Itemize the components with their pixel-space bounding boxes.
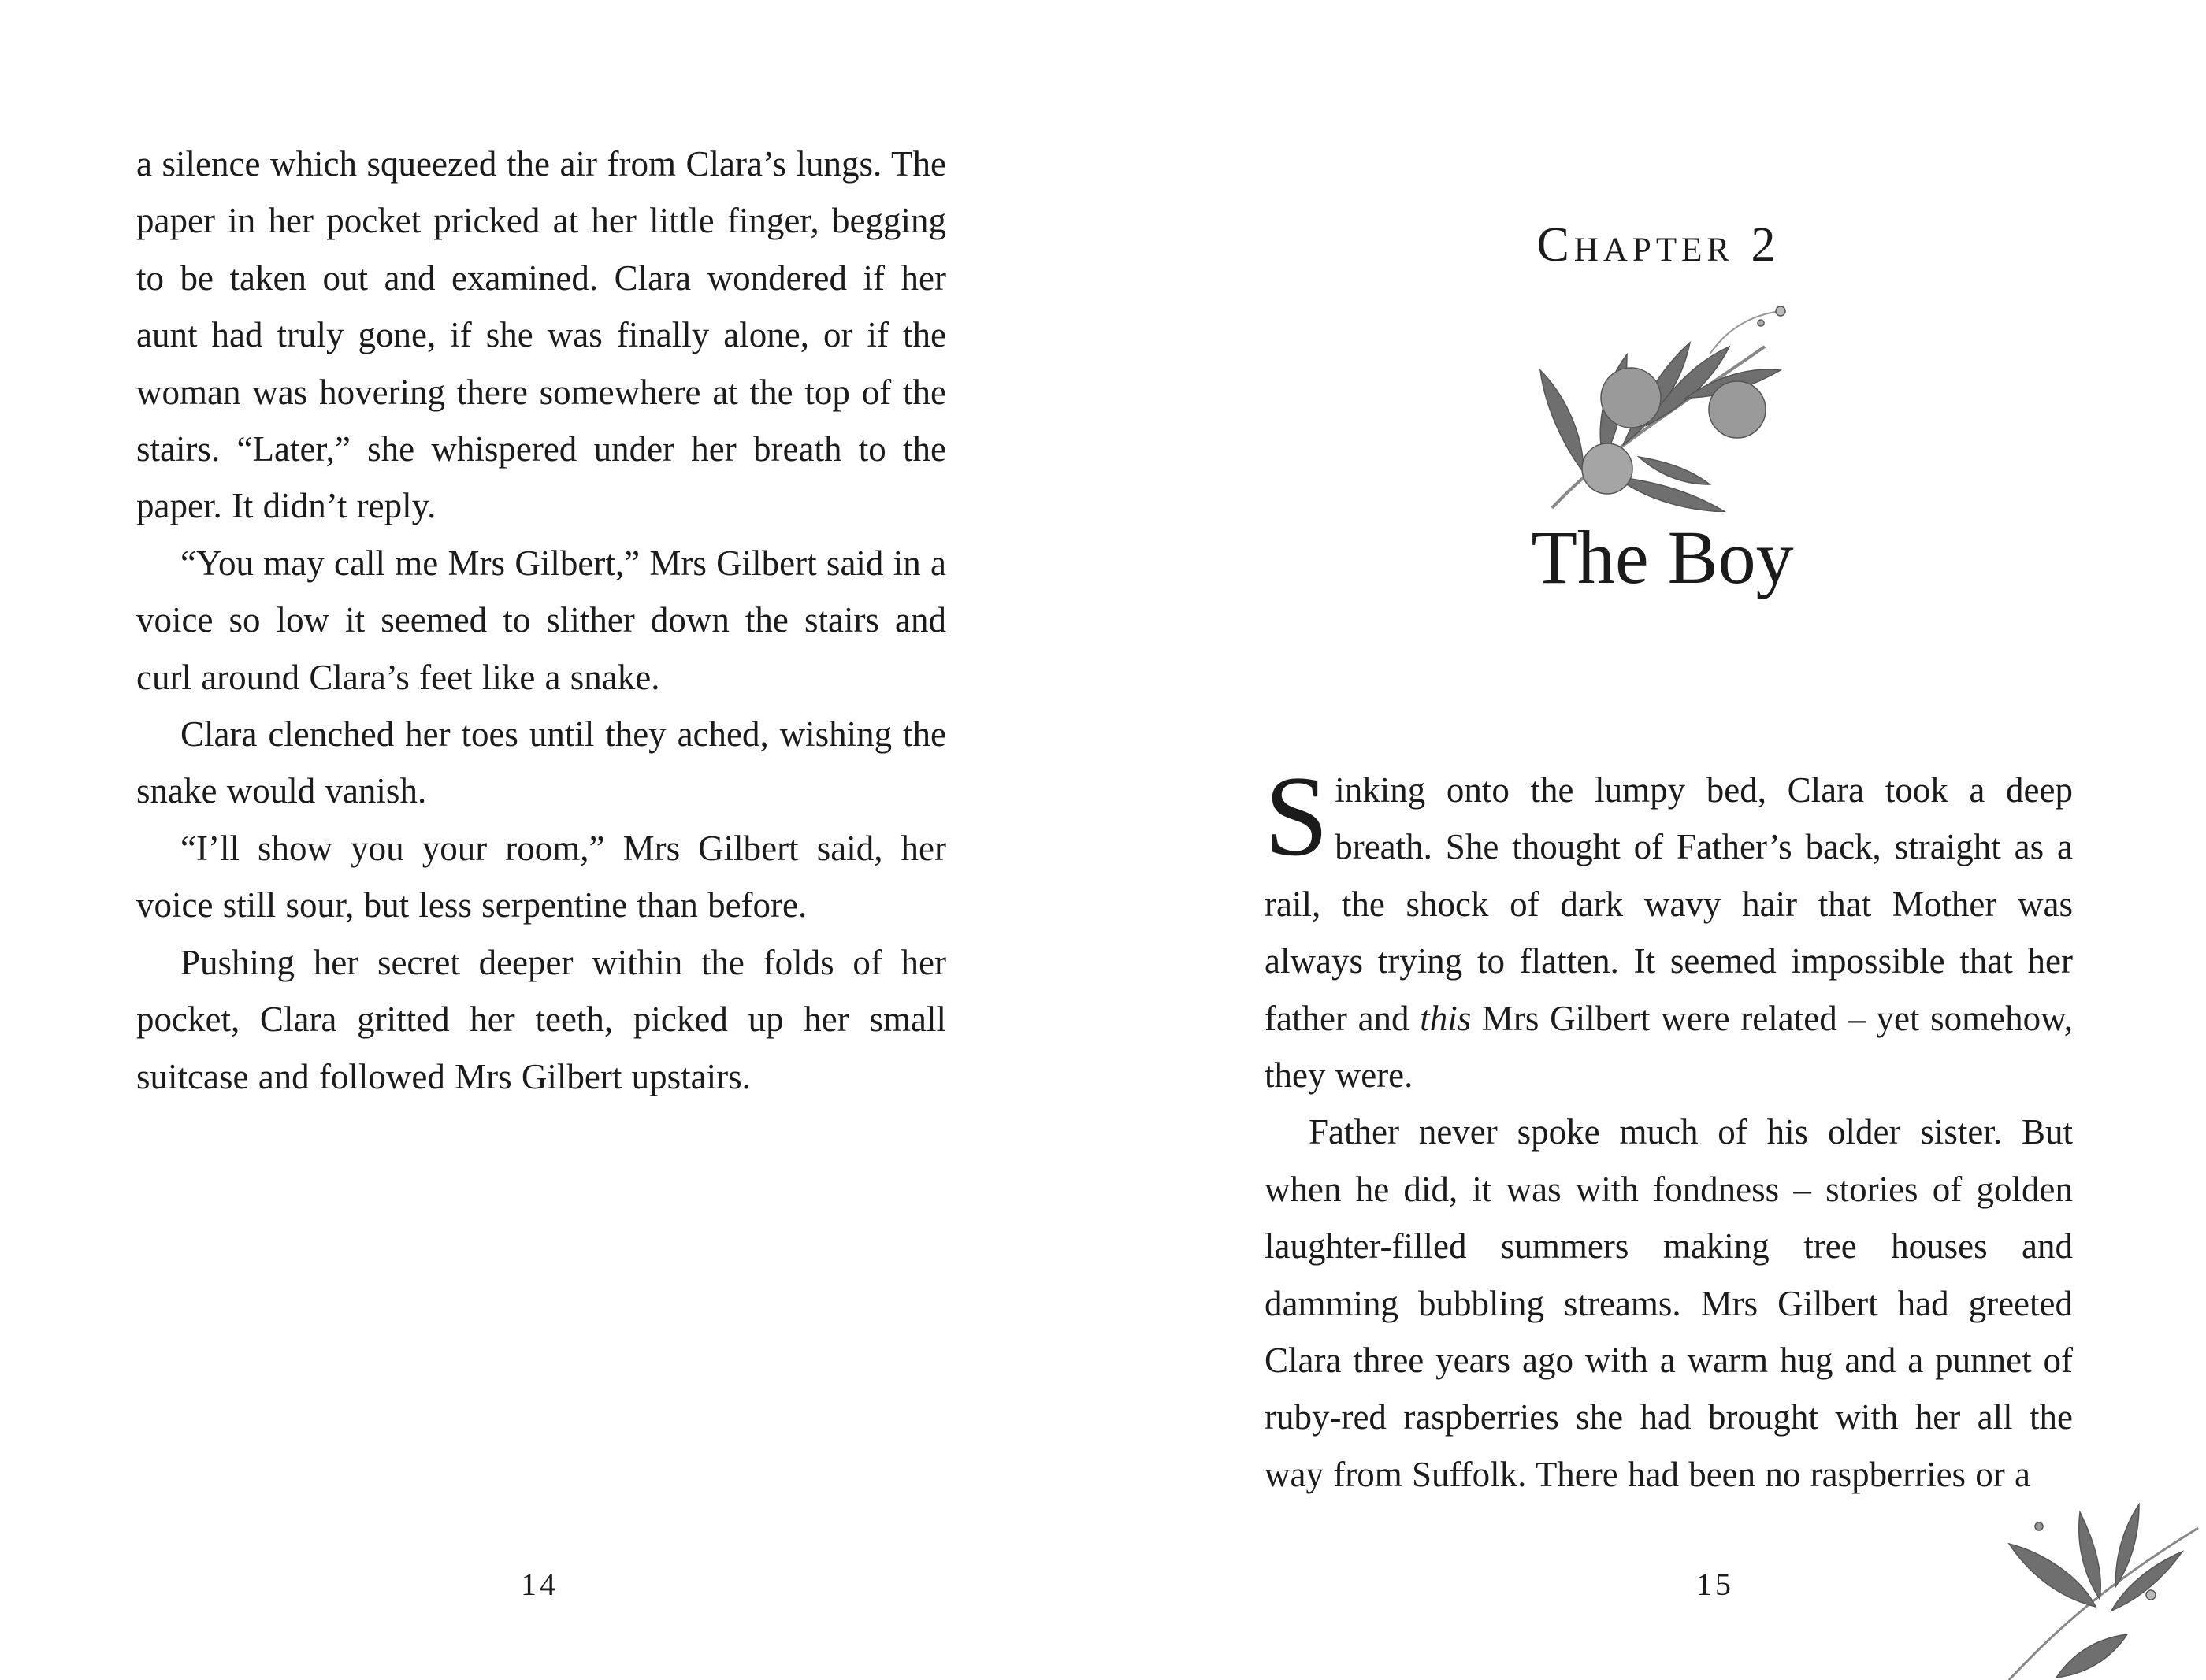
- paragraph: Father never spoke much of his older sister. But when he did, it was with fondness – stories of golden laughter-filled summers making tree houses and damming bubbling streams. Mrs Gilbert had greeted Clara three years ago with a warm hug and a punnet of ruby-red raspberries she had brought with her all the way from Suffolk. There had been no raspberries or a: [1265, 1112, 2073, 1494]
- right-page-body: [1265, 752, 2073, 1503]
- paragraph: “You may call me Mrs Gilbert,” Mrs Gilbert said in a voice so low it seemed to slither down the stairs and curl around Clara’s feet like a snake.: [136, 543, 946, 697]
- chapter-title: The Boy: [1531, 515, 1794, 599]
- paragraph: Pushing her secret deeper within the folds of her pocket, Clara gritted her teeth, picked up her small suitcase and followed Mrs Gilbert upstairs.: [136, 942, 946, 1096]
- paragraph: “I’ll show you your room,” Mrs Gilbert said, her voice still sour, but less serpentine than before.: [136, 828, 946, 925]
- paragraph-text: Mrs Gilbert were related – yet somehow, they were.: [1265, 998, 2073, 1096]
- paragraph-with-drop-cap: [1265, 752, 2073, 1103]
- leaf-sprig-icon: [1962, 1496, 2206, 1680]
- drop-cap: S: [1265, 752, 1329, 880]
- page-number: 15: [1696, 1567, 1734, 1602]
- page-number: 14: [521, 1567, 559, 1602]
- right-page: [1103, 0, 2206, 1680]
- emphasis-text: this: [1420, 998, 1472, 1038]
- paragraph: a silence which squeezed the air from Clara’s lungs. The paper in her pocket pricked at her little finger, begging to be taken out and examined. Clara wondered if her aunt had truly gone, if she was finally alone, or if the woman was hovering there somewhere at the top of the stairs. “Later,” she whispered under her breath to the paper. It didn’t reply.: [136, 144, 946, 526]
- orange-branch-icon: [1528, 299, 1828, 512]
- left-page-body: [136, 135, 946, 1105]
- paragraph: Clara clenched her toes until they ached, wishing the snake would vanish.: [136, 714, 946, 811]
- chapter-label: Chapter 2: [1536, 218, 1781, 272]
- paragraph-text: inking onto the lumpy bed, Clara took a deep breath. She thought of Father’s back, straight as a rail, the shock of dark wavy hair that Mother was always trying to flatten. It seemed impossible that her father and: [1265, 770, 2073, 1038]
